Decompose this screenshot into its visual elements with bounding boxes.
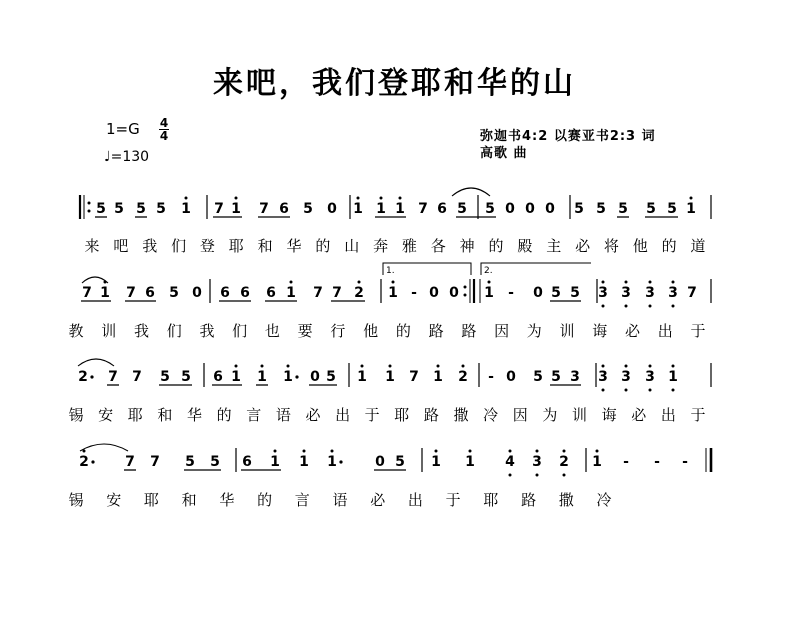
note: 0 xyxy=(505,201,515,217)
note: 5 xyxy=(185,454,195,470)
lyric-char: 吧 xyxy=(113,237,129,255)
note: 2 xyxy=(79,454,89,470)
high-octave-dot xyxy=(536,450,539,453)
volta-label: 2. xyxy=(484,266,493,276)
note: 1 xyxy=(327,454,337,470)
note: 1 xyxy=(376,201,386,217)
note: 1 xyxy=(433,369,443,385)
low-octave-dot xyxy=(672,389,675,392)
note: 5 xyxy=(667,201,677,217)
lyric-char: 为 xyxy=(526,322,542,340)
lyric-char: 教 xyxy=(68,322,84,340)
lyric-char: 华 xyxy=(219,491,235,509)
note: 7 xyxy=(108,369,118,385)
low-octave-dot xyxy=(625,389,628,392)
augmentation-dot xyxy=(295,375,298,378)
note: 6 xyxy=(437,201,447,217)
high-octave-dot xyxy=(672,281,675,284)
lyric-char: 因 xyxy=(494,322,510,340)
high-octave-dot xyxy=(596,450,599,453)
lyric-char: 们 xyxy=(166,322,182,340)
note: 1 xyxy=(592,454,602,470)
low-octave-dot xyxy=(602,305,605,308)
note: 1 xyxy=(100,285,110,301)
low-octave-dot xyxy=(536,474,539,477)
lyric-char: 华 xyxy=(286,237,302,255)
note: 5 xyxy=(156,201,166,217)
lyric-char: 耶 xyxy=(127,406,143,424)
note: 6 xyxy=(242,454,252,470)
note: - xyxy=(682,454,688,470)
composer-credit: 高歌 曲 xyxy=(480,146,528,161)
note: 5 xyxy=(96,201,106,217)
note: 0 xyxy=(506,369,516,385)
note: 5 xyxy=(551,369,561,385)
note: 1 xyxy=(257,369,267,385)
lyric-char: 撒 xyxy=(558,491,574,509)
note: 5 xyxy=(646,201,656,217)
lyric-char: 神 xyxy=(459,237,475,255)
note: 7 xyxy=(150,454,160,470)
volta-bracket xyxy=(481,263,591,275)
time-numerator: 4 xyxy=(159,116,169,130)
lyric-char: 安 xyxy=(98,406,114,424)
note: 0 xyxy=(310,369,320,385)
high-octave-dot xyxy=(437,365,440,368)
note: 5 xyxy=(303,201,313,217)
lyric-char: 出 xyxy=(657,322,673,340)
high-octave-dot xyxy=(399,197,402,200)
note: 7 xyxy=(125,454,135,470)
time-denominator: 4 xyxy=(159,129,169,143)
lyric-char: 出 xyxy=(335,406,351,424)
note: 1 xyxy=(388,285,398,301)
high-octave-dot xyxy=(435,450,438,453)
note: 5 xyxy=(169,285,179,301)
note: 5 xyxy=(395,454,405,470)
lyric-char: 我 xyxy=(133,322,149,340)
lyric-char: 各 xyxy=(430,237,446,255)
high-octave-dot xyxy=(462,365,465,368)
note: 1 xyxy=(431,454,441,470)
lyric-char: 出 xyxy=(407,491,423,509)
note: 5 xyxy=(570,285,580,301)
high-octave-dot xyxy=(287,365,290,368)
repeat-dot xyxy=(88,210,91,213)
high-octave-dot xyxy=(469,450,472,453)
lyric-char: 冷 xyxy=(483,406,499,424)
note: 1 xyxy=(465,454,475,470)
note: 5 xyxy=(136,201,146,217)
note: 6 xyxy=(266,285,276,301)
note: 1 xyxy=(395,201,405,217)
low-octave-dot xyxy=(563,474,566,477)
high-octave-dot xyxy=(290,281,293,284)
lyric-char: 华 xyxy=(186,406,202,424)
note: 3 xyxy=(645,369,655,385)
high-octave-dot xyxy=(235,365,238,368)
high-octave-dot xyxy=(185,197,188,200)
volta-bracket xyxy=(383,263,471,275)
note: 5 xyxy=(485,201,495,217)
repeat-dot xyxy=(464,286,467,289)
note: 1 xyxy=(270,454,280,470)
note: 4 xyxy=(505,454,515,470)
note: 3 xyxy=(532,454,542,470)
note: 3 xyxy=(570,369,580,385)
note: 3 xyxy=(598,285,608,301)
lyric-char: 和 xyxy=(157,406,173,424)
lyric-char: 道 xyxy=(690,237,706,255)
note: 3 xyxy=(668,285,678,301)
slur xyxy=(78,359,114,366)
lyric-char: 训 xyxy=(101,322,117,340)
note: 0 xyxy=(192,285,202,301)
lyric-char: 耶 xyxy=(143,491,159,509)
note: 0 xyxy=(429,285,439,301)
lyric-char: 路 xyxy=(423,406,439,424)
lyric-char: 路 xyxy=(521,491,537,509)
quarter-note-icon: ♩ xyxy=(104,149,111,165)
note: 5 xyxy=(160,369,170,385)
augmentation-dot xyxy=(90,375,93,378)
note: 3 xyxy=(621,369,631,385)
key-signature: 1=G xyxy=(106,120,140,138)
note: 1 xyxy=(668,369,678,385)
note: 6 xyxy=(145,285,155,301)
note: 7 xyxy=(214,201,224,217)
note: 2 xyxy=(458,369,468,385)
high-octave-dot xyxy=(649,365,652,368)
note: 1 xyxy=(286,285,296,301)
note: 7 xyxy=(259,201,269,217)
lyric-char: 我 xyxy=(142,237,158,255)
lyric-char: 语 xyxy=(275,406,291,424)
high-octave-dot xyxy=(672,365,675,368)
note: 7 xyxy=(409,369,419,385)
lyric-char: 必 xyxy=(575,237,591,255)
lyric-char: 耶 xyxy=(228,237,244,255)
lyric-char: 的 xyxy=(488,237,504,255)
lyric-char: 于 xyxy=(690,322,706,340)
note: - xyxy=(654,454,660,470)
note: 2 xyxy=(559,454,569,470)
high-octave-dot xyxy=(274,450,277,453)
lyric-char: 来 xyxy=(84,237,100,255)
note: - xyxy=(411,285,417,301)
lyric-char: 的 xyxy=(216,406,232,424)
lyric-char: 奔 xyxy=(373,237,389,255)
note: 2 xyxy=(78,369,88,385)
note: 5 xyxy=(326,369,336,385)
low-octave-dot xyxy=(649,389,652,392)
slur xyxy=(452,188,490,196)
lyric-char: 和 xyxy=(181,491,197,509)
note: 0 xyxy=(327,201,337,217)
tempo-value: =130 xyxy=(110,149,150,165)
note: 7 xyxy=(126,285,136,301)
note: 7 xyxy=(313,285,323,301)
lyric-char: 将 xyxy=(603,237,619,255)
note: 1 xyxy=(484,285,494,301)
repeat-dot xyxy=(464,294,467,297)
high-octave-dot xyxy=(649,281,652,284)
low-octave-dot xyxy=(649,305,652,308)
note: 5 xyxy=(533,369,543,385)
note: 1 xyxy=(231,201,241,217)
note: 1 xyxy=(385,369,395,385)
lyric-char: 锡 xyxy=(68,406,84,424)
note: 3 xyxy=(645,285,655,301)
note: 1 xyxy=(353,201,363,217)
lyric-char: 撒 xyxy=(453,406,469,424)
note: 0 xyxy=(533,285,543,301)
lyric-char: 耶 xyxy=(394,406,410,424)
high-octave-dot xyxy=(602,281,605,284)
lyric-char: 的 xyxy=(315,237,331,255)
note: 7 xyxy=(332,285,342,301)
volta-label: 1. xyxy=(386,266,395,276)
lyric-char: 主 xyxy=(546,237,562,255)
lyric-char: 他 xyxy=(632,237,648,255)
high-octave-dot xyxy=(380,197,383,200)
note: 0 xyxy=(449,285,459,301)
note: 5 xyxy=(210,454,220,470)
note: 7 xyxy=(418,201,428,217)
note: - xyxy=(623,454,629,470)
lyric-char: 的 xyxy=(257,491,273,509)
lyric-char: 必 xyxy=(625,322,641,340)
lyric-char: 语 xyxy=(332,491,348,509)
lyric-char: 因 xyxy=(512,406,528,424)
lyric-char: 也 xyxy=(264,322,280,340)
high-octave-dot xyxy=(563,450,566,453)
note: 1 xyxy=(231,369,241,385)
lyric-char: 诲 xyxy=(601,406,617,424)
lyric-char: 言 xyxy=(246,406,262,424)
note: 5 xyxy=(114,201,124,217)
high-octave-dot xyxy=(509,450,512,453)
note: - xyxy=(508,285,514,301)
note: 6 xyxy=(279,201,289,217)
low-octave-dot xyxy=(602,389,605,392)
note: 1 xyxy=(299,454,309,470)
lyric-char: 训 xyxy=(559,322,575,340)
lyric-char: 雅 xyxy=(401,237,417,255)
lyric-char: 他 xyxy=(363,322,379,340)
high-octave-dot xyxy=(625,281,628,284)
lyric-char: 于 xyxy=(690,406,706,424)
lyric-char: 登 xyxy=(199,237,215,255)
low-octave-dot xyxy=(672,305,675,308)
note: 2 xyxy=(354,285,364,301)
note: 5 xyxy=(457,201,467,217)
note: 6 xyxy=(240,285,250,301)
note: 1 xyxy=(357,369,367,385)
lyric-char: 要 xyxy=(297,322,313,340)
note: 1 xyxy=(283,369,293,385)
note: 7 xyxy=(82,285,92,301)
high-octave-dot xyxy=(357,197,360,200)
lyric-char: 出 xyxy=(660,406,676,424)
low-octave-dot xyxy=(625,305,628,308)
lyric-char: 必 xyxy=(631,406,647,424)
lyric-char: 路 xyxy=(428,322,444,340)
note: 5 xyxy=(551,285,561,301)
note: 0 xyxy=(545,201,555,217)
augmentation-dot xyxy=(91,460,94,463)
high-octave-dot xyxy=(261,365,264,368)
note: 5 xyxy=(181,369,191,385)
lyric-char: 路 xyxy=(461,322,477,340)
lyric-char: 殿 xyxy=(517,237,533,255)
augmentation-dot xyxy=(339,460,342,463)
high-octave-dot xyxy=(625,365,628,368)
note: 0 xyxy=(375,454,385,470)
high-octave-dot xyxy=(235,197,238,200)
lyric-char: 和 xyxy=(257,237,273,255)
high-octave-dot xyxy=(358,281,361,284)
high-octave-dot xyxy=(690,197,693,200)
lyric-char: 行 xyxy=(330,322,346,340)
high-octave-dot xyxy=(303,450,306,453)
note: 7 xyxy=(687,285,697,301)
high-octave-dot xyxy=(331,450,334,453)
lyricist-credit: 弥迦书4:2 以赛亚书2:3 词 xyxy=(480,129,656,144)
lyric-char: 安 xyxy=(106,491,122,509)
lyric-char: 的 xyxy=(395,322,411,340)
lyric-char: 于 xyxy=(364,406,380,424)
lyric-char: 耶 xyxy=(483,491,499,509)
lyric-char: 的 xyxy=(661,237,677,255)
note: 7 xyxy=(132,369,142,385)
note: 5 xyxy=(574,201,584,217)
song-title: 来吧，我们登耶和华的山 xyxy=(213,66,576,101)
note: 6 xyxy=(220,285,230,301)
note: 0 xyxy=(525,201,535,217)
note: 3 xyxy=(621,285,631,301)
lyric-char: 冷 xyxy=(596,491,612,509)
note: 5 xyxy=(618,201,628,217)
lyric-char: 们 xyxy=(232,322,248,340)
high-octave-dot xyxy=(602,365,605,368)
slur xyxy=(80,444,128,451)
lyric-char: 必 xyxy=(370,491,386,509)
note: 1 xyxy=(181,201,191,217)
high-octave-dot xyxy=(392,281,395,284)
note: 5 xyxy=(596,201,606,217)
lyric-char: 诲 xyxy=(592,322,608,340)
lyric-char: 训 xyxy=(572,406,588,424)
low-octave-dot xyxy=(509,474,512,477)
lyric-char: 们 xyxy=(171,237,187,255)
lyric-char: 于 xyxy=(445,491,461,509)
lyric-char: 必 xyxy=(305,406,321,424)
lyric-char: 我 xyxy=(199,322,215,340)
lyric-char: 锡 xyxy=(68,491,84,509)
high-octave-dot xyxy=(361,365,364,368)
lyric-char: 言 xyxy=(294,491,310,509)
lyric-char: 山 xyxy=(344,237,360,255)
note: 1 xyxy=(686,201,696,217)
note: - xyxy=(488,369,494,385)
note: 6 xyxy=(213,369,223,385)
high-octave-dot xyxy=(488,281,491,284)
high-octave-dot xyxy=(389,365,392,368)
lyric-char: 为 xyxy=(542,406,558,424)
note: 3 xyxy=(598,369,608,385)
repeat-dot xyxy=(88,202,91,205)
